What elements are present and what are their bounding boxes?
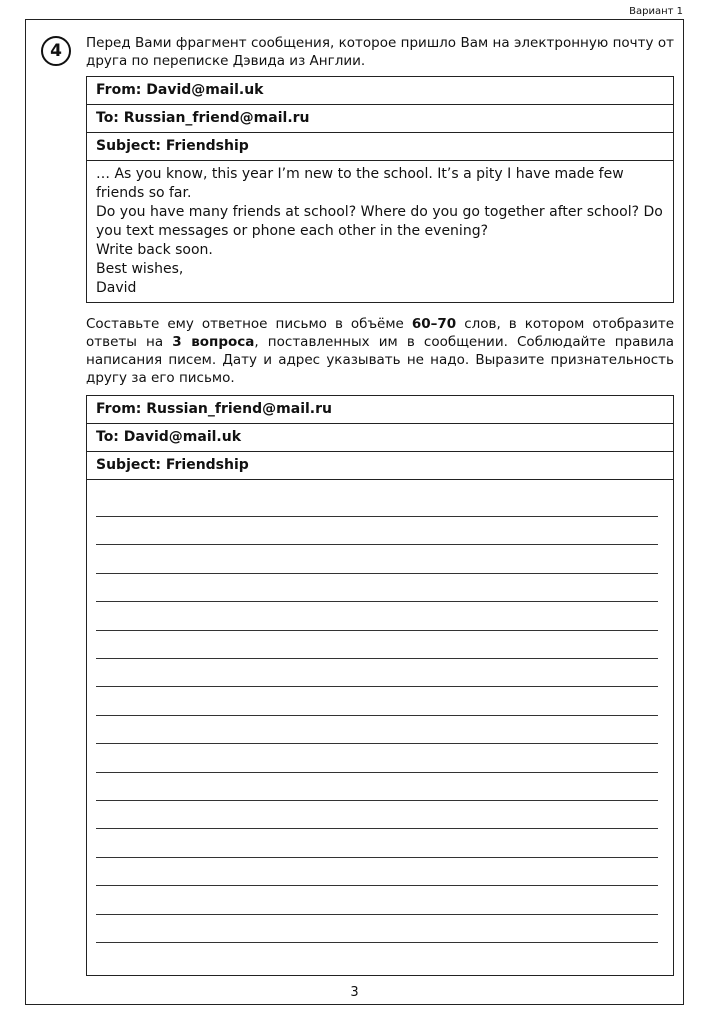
answer-line [96,686,658,687]
body-line: … As you know, this year I’m new to the school. It’s a pity I have made few friends so far. [96,166,624,201]
answer-line [96,715,658,716]
body-line: David [96,280,137,296]
answer-line [96,630,658,631]
task-text-part: слов, в котором отобразите ответы на [86,316,674,350]
task-text [86,315,674,387]
answer-line [96,772,658,773]
task-text-part: Составьте ему ответное письмо в объёме [86,316,412,332]
reply-from: From: Russian_friend@mail.ru [87,396,673,424]
answer-line [96,942,658,943]
body-line: Do you have many friends at school? Where do you go together after school? Do you text messages or phone each other in the evening? [96,204,663,239]
body-line: Best wishes, [96,261,184,277]
reply-subject: Subject: Friendship [87,452,673,480]
incoming-subject: Subject: Friendship [87,133,673,161]
answer-line [96,544,658,545]
intro-text: Перед Вами фрагмент сообщения, которое пришло Вам на электронную почту от друга по переписке Дэвида из Англии. [86,35,674,69]
answer-line [96,601,658,602]
answer-line [96,743,658,744]
answer-line [96,800,658,801]
incoming-to: To: Russian_friend@mail.ru [87,105,673,133]
task-number-badge: 4 [41,36,71,66]
variant-label: Вариант 1 [629,6,683,17]
reply-message-box [86,395,674,976]
questions-count: 3 вопроса [172,334,255,350]
answer-line [96,914,658,915]
answer-line [96,573,658,574]
answer-line [96,658,658,659]
answer-area[interactable] [87,480,673,975]
answer-line [96,828,658,829]
incoming-body [87,161,673,302]
incoming-message-box [86,76,674,303]
answer-line [96,857,658,858]
word-count: 60–70 [411,316,457,332]
answer-line [96,885,658,886]
page-number: 3 [350,985,359,1000]
body-line: Write back soon. [96,242,213,258]
reply-to: To: David@mail.uk [87,424,673,452]
task-text-part: , поставленных им в сообщении. Соблюдайте правила написания писем. Дату и адрес указывать не надо. Выразите признательность другу за его письмо. [86,334,674,386]
answer-line [96,516,658,517]
incoming-from: From: David@mail.uk [87,77,673,105]
